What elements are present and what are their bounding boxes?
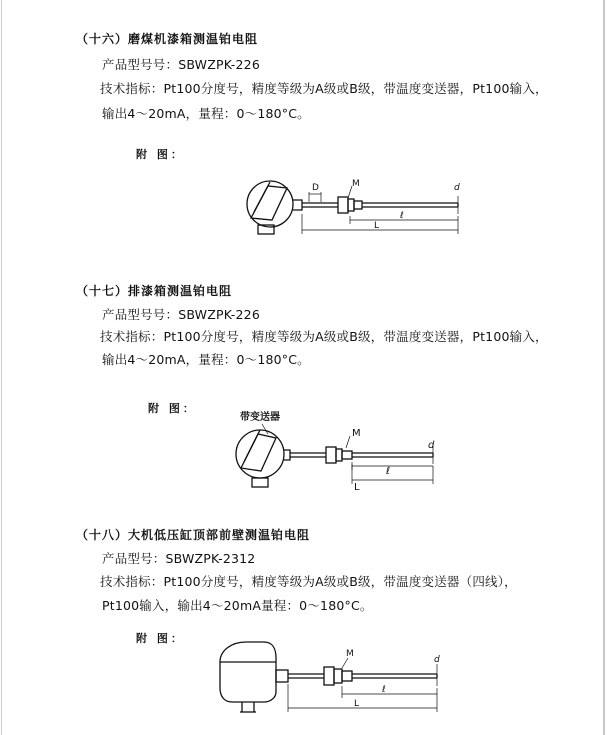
section-title: （十六）磨煤机漆箱测温铂电阻 xyxy=(76,32,259,46)
sensor-drawing xyxy=(240,172,480,242)
spec-line-1: 技术指标：Pt100分度号，精度等级为A级或B级，带温度变送器，Pt100输入， xyxy=(100,329,548,344)
dim-l: ℓ xyxy=(386,466,391,477)
page-border-right xyxy=(603,0,605,735)
dim-M: M xyxy=(352,428,361,439)
dim-l: ℓ xyxy=(400,211,404,221)
dim-L: L xyxy=(354,482,360,493)
dim-d: d xyxy=(428,440,435,451)
callout-transmitter: 带变送器 xyxy=(240,412,280,423)
product-model: 产品型号号：SBWZPK-226 xyxy=(102,307,260,322)
figure-label: 附 图： xyxy=(148,402,197,415)
spec-line-2: 输出4～20mA，量程：0～180°C。 xyxy=(102,352,310,367)
spec-line-1: 技术指标：Pt100分度号，精度等级为A级或B级，带温度变送器，Pt100输入， xyxy=(100,81,548,96)
figure-label: 附 图： xyxy=(136,632,185,645)
page-border-left xyxy=(1,0,2,735)
dim-l: ℓ xyxy=(382,685,386,695)
product-model: 产品型号：SBWZPK-2312 xyxy=(102,551,256,566)
dim-d: d xyxy=(454,183,460,193)
dim-L: L xyxy=(374,221,380,231)
figure-label: 附 图： xyxy=(136,148,185,161)
dim-M: M xyxy=(346,649,354,659)
section-title: （十七）排漆箱测温铂电阻 xyxy=(76,284,233,298)
sensor-drawing xyxy=(212,640,452,730)
spec-line-2: 输出4～20mA，量程：0～180°C。 xyxy=(102,106,310,121)
spec-line-1: 技术指标：Pt100分度号，精度等级为A级或B级，带温度变送器（四线）， xyxy=(100,574,517,589)
dim-D: D xyxy=(312,183,319,193)
product-model: 产品型号号：SBWZPK-226 xyxy=(102,57,260,72)
dim-L: L xyxy=(354,699,360,709)
dim-M: M xyxy=(352,179,360,189)
spec-line-2: Pt100输入，输出4～20mA量程：0～180°C。 xyxy=(102,598,373,613)
section-title: （十八）大机低压缸顶部前壁测温铂电阻 xyxy=(76,528,311,542)
sensor-drawing xyxy=(228,408,448,493)
dim-d: d xyxy=(434,655,440,665)
